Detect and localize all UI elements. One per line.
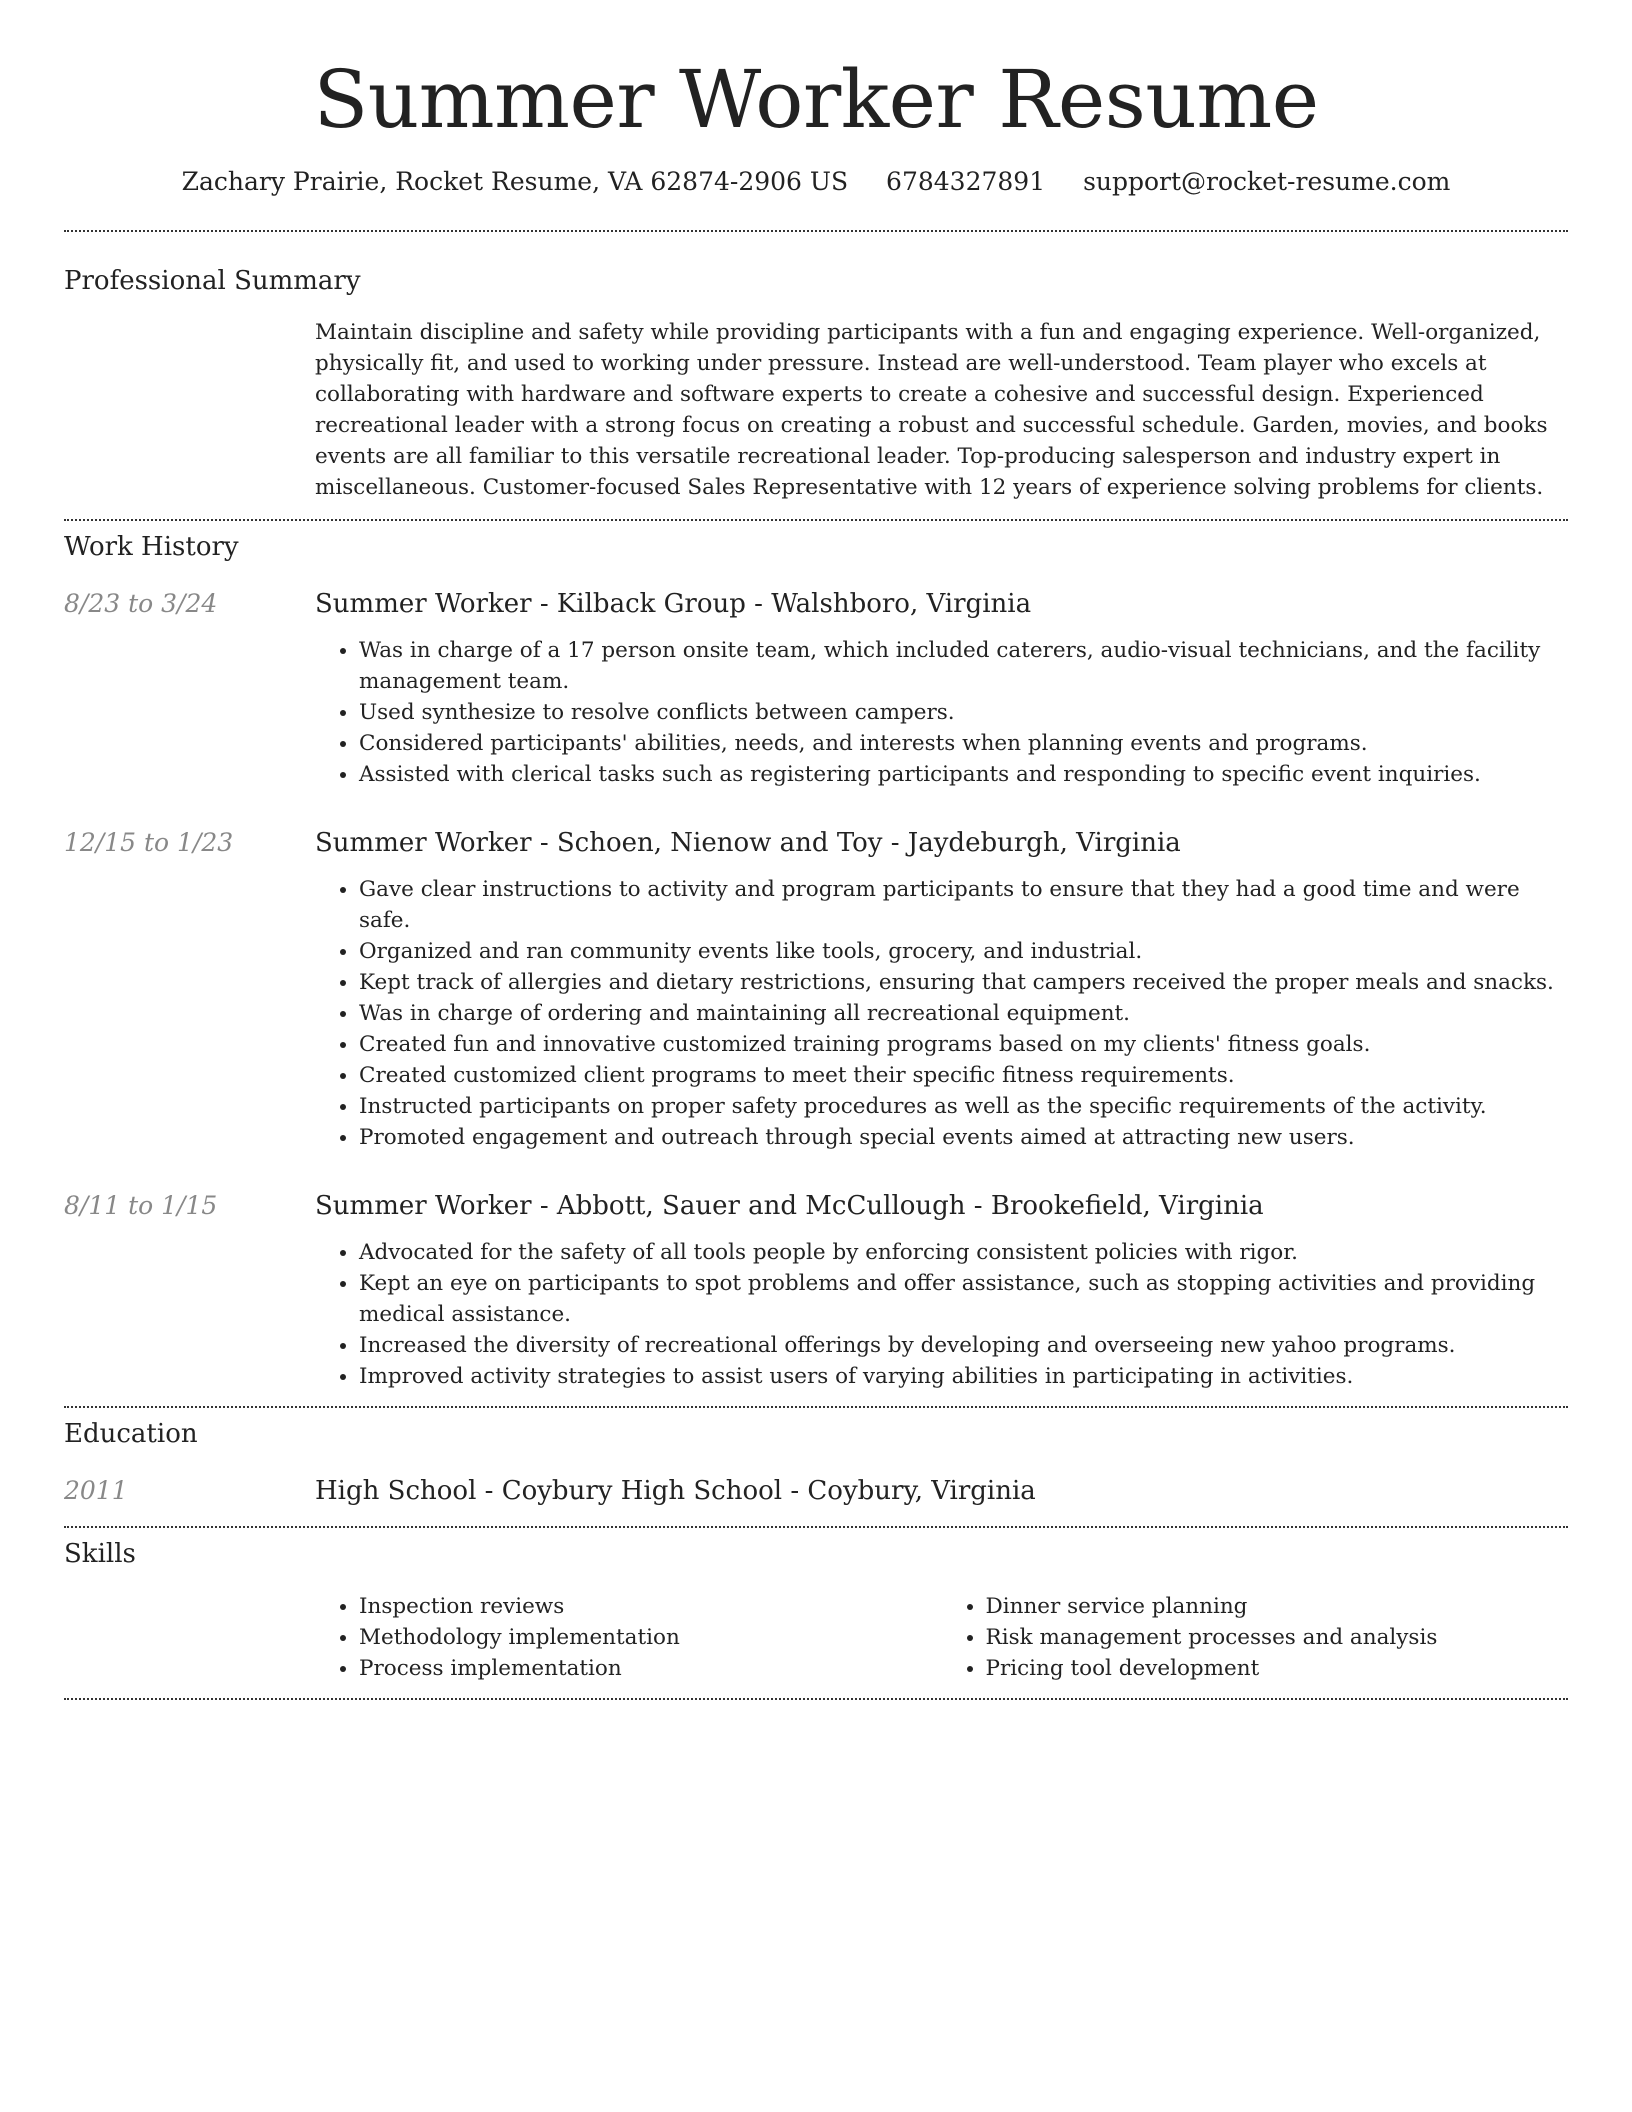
summary-section bbox=[64, 232, 1568, 519]
job-bullet: • Advocated for the safety of all tools people by enforcing consistent policies with rigor. bbox=[359, 1237, 1568, 1268]
job-dates: 12/15 to 1/23 bbox=[64, 828, 234, 857]
skill-item: • Pricing tool development bbox=[986, 1653, 1569, 1684]
contact-email: support@rocket-resume.com bbox=[1083, 167, 1451, 196]
job-details bbox=[315, 826, 1568, 1153]
job-entry bbox=[64, 1189, 1568, 1392]
job-title: Summer Worker - Kilback Group - Walshboro, Virginia bbox=[315, 589, 1032, 619]
job-bullet: • Increased the diversity of recreational offerings by developing and overseeing new yahoo programs. bbox=[359, 1330, 1568, 1361]
skill-item: • Risk management processes and analysis bbox=[986, 1622, 1569, 1653]
education-entry bbox=[64, 1474, 1568, 1508]
work-heading: Work History bbox=[64, 532, 239, 562]
skill-item: • Process implementation bbox=[359, 1653, 942, 1684]
divider bbox=[64, 1698, 1568, 1700]
job-bullet: • Gave clear instructions to activity and program participants to ensure that they had a good time and were safe. bbox=[359, 874, 1568, 936]
skill-item: • Methodology implementation bbox=[359, 1622, 942, 1653]
skills-list-left bbox=[315, 1591, 942, 1684]
job-bullet: • Kept track of allergies and dietary restrictions, ensuring that campers received the proper meals and snacks. bbox=[359, 967, 1568, 998]
education-year: 2011 bbox=[64, 1476, 128, 1505]
job-details bbox=[315, 587, 1568, 790]
job-entry bbox=[64, 826, 1568, 1153]
job-title: Summer Worker - Schoen, Nienow and Toy - Jaydeburgh, Virginia bbox=[315, 828, 1181, 858]
education-section bbox=[64, 1408, 1568, 1526]
summary-heading: Professional Summary bbox=[64, 266, 361, 296]
work-section bbox=[64, 521, 1568, 1406]
job-bullet: • Considered participants' abilities, needs, and interests when planning events and programs. bbox=[359, 728, 1568, 759]
job-bullet: • Created customized client programs to meet their specific fitness requirements. bbox=[359, 1060, 1568, 1091]
job-bullet: • Organized and ran community events like tools, grocery, and industrial. bbox=[359, 936, 1568, 967]
skill-item: • Inspection reviews bbox=[359, 1591, 942, 1622]
job-bullet: • Was in charge of a 17 person onsite team, which included caterers, audio-visual technicians, and the facility management team. bbox=[359, 635, 1568, 697]
skills-section bbox=[64, 1528, 1568, 1698]
job-bullets bbox=[315, 635, 1568, 790]
skills-grid bbox=[315, 1591, 1568, 1684]
job-bullet: • Kept an eye on participants to spot problems and offer assistance, such as stopping activities and providing medical assistance. bbox=[359, 1268, 1568, 1330]
skills-heading: Skills bbox=[64, 1539, 136, 1569]
job-bullets bbox=[315, 874, 1568, 1153]
job-bullet: • Promoted engagement and outreach through special events aimed at attracting new users. bbox=[359, 1122, 1568, 1153]
job-bullet: • Was in charge of ordering and maintaining all recreational equipment. bbox=[359, 998, 1568, 1029]
job-dates: 8/23 to 3/24 bbox=[64, 589, 218, 618]
job-dates: 8/11 to 1/15 bbox=[64, 1191, 218, 1220]
education-details bbox=[315, 1474, 1568, 1508]
contact-line bbox=[64, 164, 1568, 200]
job-details bbox=[315, 1189, 1568, 1392]
job-bullets bbox=[315, 1237, 1568, 1392]
contact-phone: 6784327891 bbox=[886, 167, 1046, 196]
summary-text: Maintain discipline and safety while providing participants with a fun and engaging experience. Well-organized, physically fit, and used to working under pressure. Instead are well-understood. Team player who excels at collaborating with hardware and software experts to create a cohesive and successful design. Experienced recreational leader with a strong focus on creating a robust and successful schedule. Garden, movies, and books events are all familiar to this versatile recreational leader. Top-producing salesperson and industry expert in miscellaneous. Customer-focused Sales Representative with 12 years of experience solving problems for clients. bbox=[315, 320, 1548, 500]
education-title: High School - Coybury High School - Coybury, Virginia bbox=[315, 1476, 1036, 1506]
contact-address: Zachary Prairie, Rocket Resume, VA 62874-2906 US bbox=[181, 167, 849, 196]
skill-item: • Dinner service planning bbox=[986, 1591, 1569, 1622]
job-bullet: • Created fun and innovative customized training programs based on my clients' fitness goals. bbox=[359, 1029, 1568, 1060]
job-bullet: • Instructed participants on proper safety procedures as well as the specific requirements of the activity. bbox=[359, 1091, 1568, 1122]
job-bullet: • Improved activity strategies to assist users of varying abilities in participating in activities. bbox=[359, 1361, 1568, 1392]
job-entry bbox=[64, 587, 1568, 790]
job-title: Summer Worker - Abbott, Sauer and McCullough - Brookefield, Virginia bbox=[315, 1191, 1264, 1221]
skills-list-right bbox=[942, 1591, 1569, 1684]
resume-title: Summer Worker Resume bbox=[313, 53, 1319, 146]
job-bullet: • Used synthesize to resolve conflicts between campers. bbox=[359, 697, 1568, 728]
job-bullet: • Assisted with clerical tasks such as registering participants and responding to specific event inquiries. bbox=[359, 759, 1568, 790]
education-heading: Education bbox=[64, 1419, 198, 1449]
